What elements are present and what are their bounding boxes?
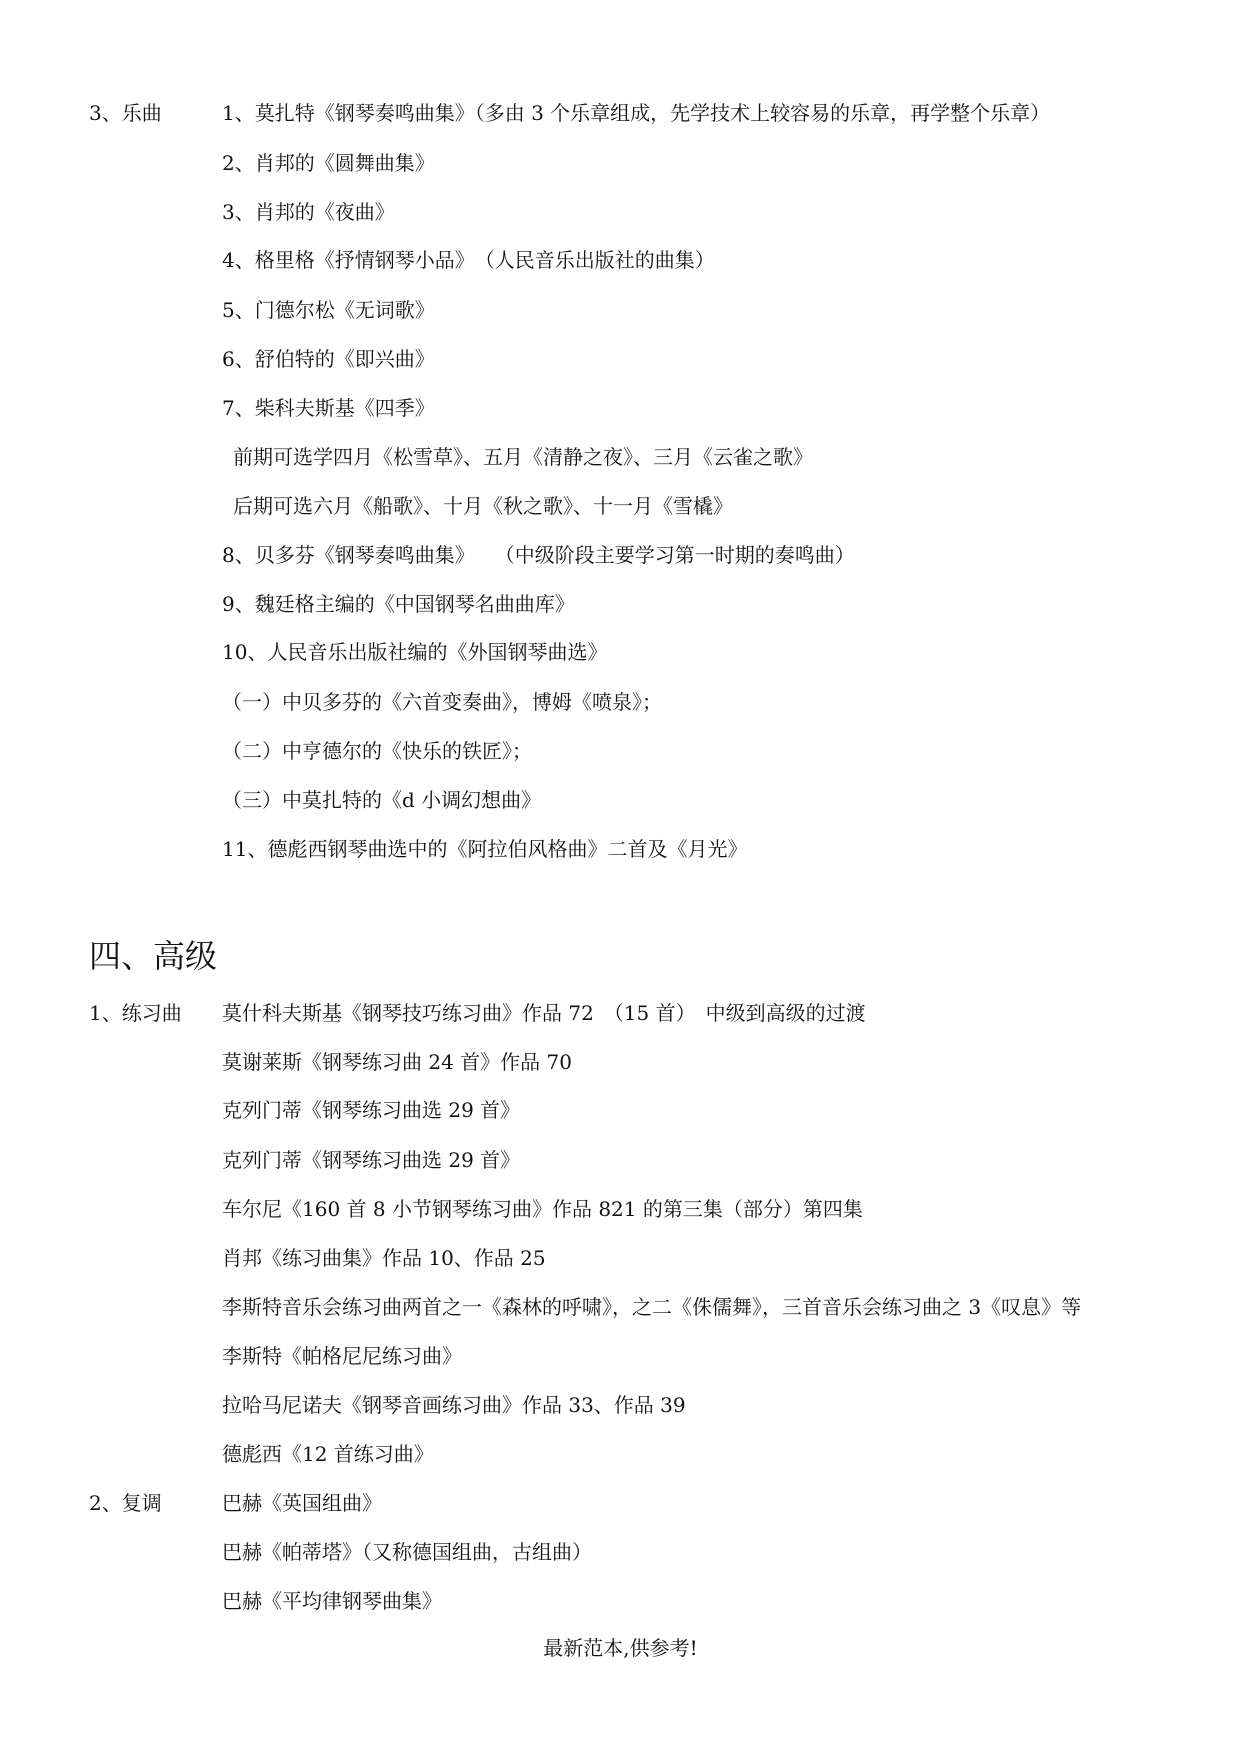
list-item: 6、舒伯特的《即兴曲》 bbox=[222, 347, 435, 371]
list-item: 德彪西《12 首练习曲》 bbox=[222, 1442, 434, 1466]
list-item: 巴赫《英国组曲》 bbox=[222, 1491, 382, 1515]
list-item: 车尔尼《160 首 8 小节钢琴练习曲》作品 821 的第三集（部分）第四集 bbox=[222, 1197, 863, 1221]
list-item: 李斯特《帕格尼尼练习曲》 bbox=[222, 1344, 462, 1368]
list-item: 2、肖邦的《圆舞曲集》 bbox=[222, 151, 435, 175]
section-label-polyphony: 2、复调 bbox=[89, 1491, 162, 1515]
list-item: 拉哈马尼诺夫《钢琴音画练习曲》作品 33、作品 39 bbox=[222, 1393, 686, 1417]
list-subitem: 后期可选六月《船歌》、十月《秋之歌》、十一月《雪橇》 bbox=[233, 494, 733, 518]
list-item: 8、贝多芬《钢琴奏鸣曲集》 （中级阶段主要学习第一时期的奏鸣曲） bbox=[222, 543, 855, 567]
list-item: 5、门德尔松《无词歌》 bbox=[222, 298, 435, 322]
list-item: 10、人民音乐出版社编的《外国钢琴曲选》 bbox=[222, 640, 608, 664]
list-subitem: （三）中莫扎特的《d 小调幻想曲》 bbox=[222, 788, 542, 812]
section-label-etudes: 1、练习曲 bbox=[89, 1001, 182, 1025]
list-subitem: （一）中贝多芬的《六首变奏曲》，博姆《喷泉》； bbox=[222, 690, 662, 714]
list-item: 4、格里格《抒情钢琴小品》 （人民音乐出版社的曲集） bbox=[222, 248, 715, 272]
list-item: 莫什科夫斯基《钢琴技巧练习曲》作品 72 （15 首） 中级到高级的过渡 bbox=[222, 1001, 866, 1025]
list-item: 巴赫《帕蒂塔》（又称德国组曲，古组曲） bbox=[222, 1540, 592, 1564]
list-subitem: 前期可选学四月《松雪草》、五月《清静之夜》、三月《云雀之歌》 bbox=[233, 445, 813, 469]
list-item: 巴赫《平均律钢琴曲集》 bbox=[222, 1589, 442, 1613]
list-item: 肖邦《练习曲集》作品 10、作品 25 bbox=[222, 1246, 546, 1270]
list-item: 11、德彪西钢琴曲选中的《阿拉伯风格曲》二首及《月光》 bbox=[222, 837, 748, 861]
section-label-pieces: 3、乐曲 bbox=[89, 101, 162, 125]
list-subitem: （二）中亨德尔的《快乐的铁匠》； bbox=[222, 739, 532, 763]
list-item: 3、肖邦的《夜曲》 bbox=[222, 200, 395, 224]
list-item: 克列门蒂《钢琴练习曲选 29 首》 bbox=[222, 1148, 521, 1172]
list-item: 克列门蒂《钢琴练习曲选 29 首》 bbox=[222, 1098, 521, 1122]
list-item: 1、莫扎特《钢琴奏鸣曲集》（多由 3 个乐章组成，先学技术上较容易的乐章，再学整个乐章） bbox=[222, 101, 1051, 125]
page-footer: 最新范本,供参考! bbox=[543, 1636, 698, 1660]
list-item: 9、魏廷格主编的《中国钢琴名曲曲库》 bbox=[222, 592, 575, 616]
list-item: 莫谢莱斯《钢琴练习曲 24 首》作品 70 bbox=[222, 1050, 572, 1074]
section-heading-advanced: 四、高级 bbox=[89, 937, 218, 975]
list-item: 7、柴科夫斯基《四季》 bbox=[222, 396, 435, 420]
list-item: 李斯特音乐会练习曲两首之一《森林的呼啸》，之二《侏儒舞》，三首音乐会练习曲之 3《叹息》等 bbox=[222, 1295, 1082, 1319]
